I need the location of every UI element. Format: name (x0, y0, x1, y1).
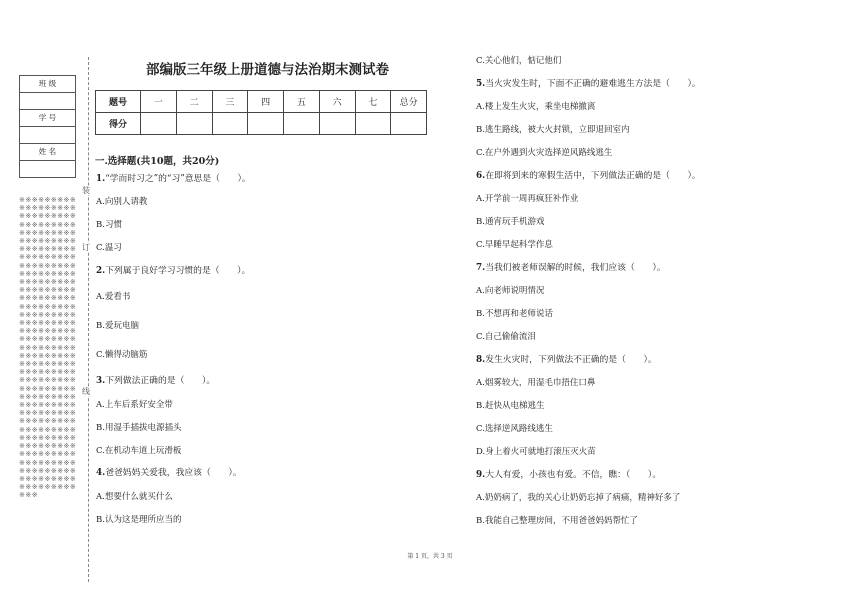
question-5 (476, 79, 701, 90)
option: B.习惯 (96, 220, 122, 230)
option: B.认为这是理所应当的 (96, 515, 182, 525)
option: A.楼上发生火灾，乘坐电梯撤离 (476, 102, 596, 112)
page-title: 部编版三年级上册道德与法治期末测试卷 (146, 62, 389, 78)
question-number: 1. (96, 174, 106, 184)
score-cell: 七 (355, 91, 391, 113)
option: B.用湿手插拔电源插头 (96, 423, 182, 433)
question-text: “学而时习之”的“习”意思是（ ）。 (105, 174, 251, 184)
score-row-label: 得分 (96, 113, 141, 135)
option: C.早睡早起科学作息 (476, 240, 553, 250)
question-7 (476, 263, 666, 274)
score-blank (176, 113, 212, 135)
score-cell: 五 (284, 91, 320, 113)
question-4 (96, 468, 242, 479)
question-text: 下列做法正确的是（ ）。 (105, 376, 216, 386)
question-number: 5. (476, 79, 486, 89)
question-6 (476, 171, 701, 182)
option: D.身上着火可就地打滚压灭火苗 (476, 447, 596, 457)
score-cell: 六 (319, 91, 355, 113)
score-blank (248, 113, 284, 135)
score-cell: 二 (176, 91, 212, 113)
question-number: 3. (96, 376, 106, 386)
question-text: 当我们被老师误解的时候，我们应该（ ）。 (485, 263, 666, 273)
student-info-box (19, 75, 76, 178)
score-blank (212, 113, 248, 135)
option: A.烟雾较大，用湿毛巾捂住口鼻 (476, 378, 596, 388)
score-blank (391, 113, 427, 135)
option: C.温习 (96, 243, 122, 253)
question-number: 6. (476, 171, 486, 181)
score-table (95, 90, 427, 135)
class-field (20, 93, 76, 110)
option: B.赶快从电梯逃生 (476, 401, 545, 411)
class-label: 班 级 (20, 76, 76, 93)
name-label: 姓 名 (20, 144, 76, 161)
question-number: 2. (96, 266, 106, 276)
question-number: 4. (96, 468, 106, 478)
question-text: 大人有爱，小孩也有爱。不信，瞧：（ ）。 (485, 470, 662, 480)
option: C.在户外遇到火灾选择逆风路线逃生 (476, 148, 613, 158)
question-number: 8. (476, 355, 486, 365)
score-header-row (96, 91, 427, 113)
page-footer: 第 1 页，共 3 页 (407, 553, 453, 560)
question-3 (96, 376, 215, 387)
question-text: 在即将到来的寒假生活中，下列做法正确的是（ ）。 (485, 171, 701, 181)
score-value-row (96, 113, 427, 135)
question-1 (96, 174, 251, 185)
binding-cut-line (88, 57, 89, 582)
question-8 (476, 355, 657, 366)
question-text: 当火灾发生时，下面不正确的避难逃生方法是（ ）。 (485, 79, 701, 89)
question-text: 发生火灾时，下列做法不正确的是（ ）。 (485, 355, 657, 365)
option: A.向别人请教 (96, 197, 148, 207)
student-number-field (20, 127, 76, 144)
score-blank (141, 113, 177, 135)
score-blank (284, 113, 320, 135)
score-cell: 四 (248, 91, 284, 113)
option: A.上车后系好安全带 (96, 400, 173, 410)
question-text: 下列属于良好学习习惯的是（ ）。 (105, 266, 251, 276)
score-cell: 三 (212, 91, 248, 113)
option: B.我能自己整理房间，不用爸爸妈妈帮忙了 (476, 516, 638, 526)
option: C.在机动车道上玩滑板 (96, 446, 182, 456)
option: A.想要什么就买什么 (96, 492, 173, 502)
option: A.向老师说明情况 (476, 286, 545, 296)
score-cell: 一 (141, 91, 177, 113)
score-cell: 题号 (96, 91, 141, 113)
option: C.选择逆风路线逃生 (476, 424, 553, 434)
question-text: 爸爸妈妈关爱我，我应该（ ）。 (105, 468, 242, 478)
option: A.奶奶病了，我的关心让奶奶忘掉了病痛，精神好多了 (476, 493, 681, 503)
score-blank (319, 113, 355, 135)
question-9 (476, 470, 661, 481)
binding-mark-ding: 订 (82, 243, 90, 252)
option: B.不想再和老师说话 (476, 309, 553, 319)
margin-pattern: ※※※※※※※※※※※※※※※※※※※※※※※※※※※※※※※※※※※※※※※※※※※※※※※※※※※※※※※※※※※※※※※※※※※※※※※※※※※※※※※※※※※※※※※※※※※※※※※※※※※※※※※※※※※※※※※※※※※※※※※※※※※※※※※※※※※※※※※※※※※※※※※※※※※※※※※※※※※※※※※※※※※※※※※※※※※※※※※※※※※※※※※※※※※※※※※※※※※※※※※※※※※※※※※※※※※※※※※※※※※※※※※※※※※※※※※※※※※※※※※※※※※※※※※※※※※※※※※※※※※※※※※※※※※※※※※※※※※※※※※※※※※※※※※※※※※※※※※※※※※※※※※※※※※※※※※※※※※※※※※※※※※※※※※ (19, 196, 77, 500)
option: A.开学前一周再疯狂补作业 (476, 194, 579, 204)
name-field (20, 161, 76, 178)
binding-mark-xian: 线 (82, 387, 90, 396)
section-heading: 一.选择题(共10题，共20分) (95, 156, 220, 167)
question-number: 7. (476, 263, 486, 273)
option: C.懒得动脑筋 (96, 350, 148, 360)
option: C.关心他们，惦记他们 (476, 56, 562, 66)
option: B.通宵玩手机游戏 (476, 217, 545, 227)
option: A.爱看书 (96, 292, 131, 302)
option: C.自己偷偷流泪 (476, 332, 536, 342)
binding-mark-zhuang: 装 (82, 186, 90, 195)
score-cell: 总分 (391, 91, 427, 113)
option: B.爱玩电脑 (96, 321, 139, 331)
student-number-label: 学 号 (20, 110, 76, 127)
question-number: 9. (476, 470, 486, 480)
option: B.逃生路线，被大火封锁，立即退回室内 (476, 125, 630, 135)
question-2 (96, 266, 250, 277)
score-blank (355, 113, 391, 135)
